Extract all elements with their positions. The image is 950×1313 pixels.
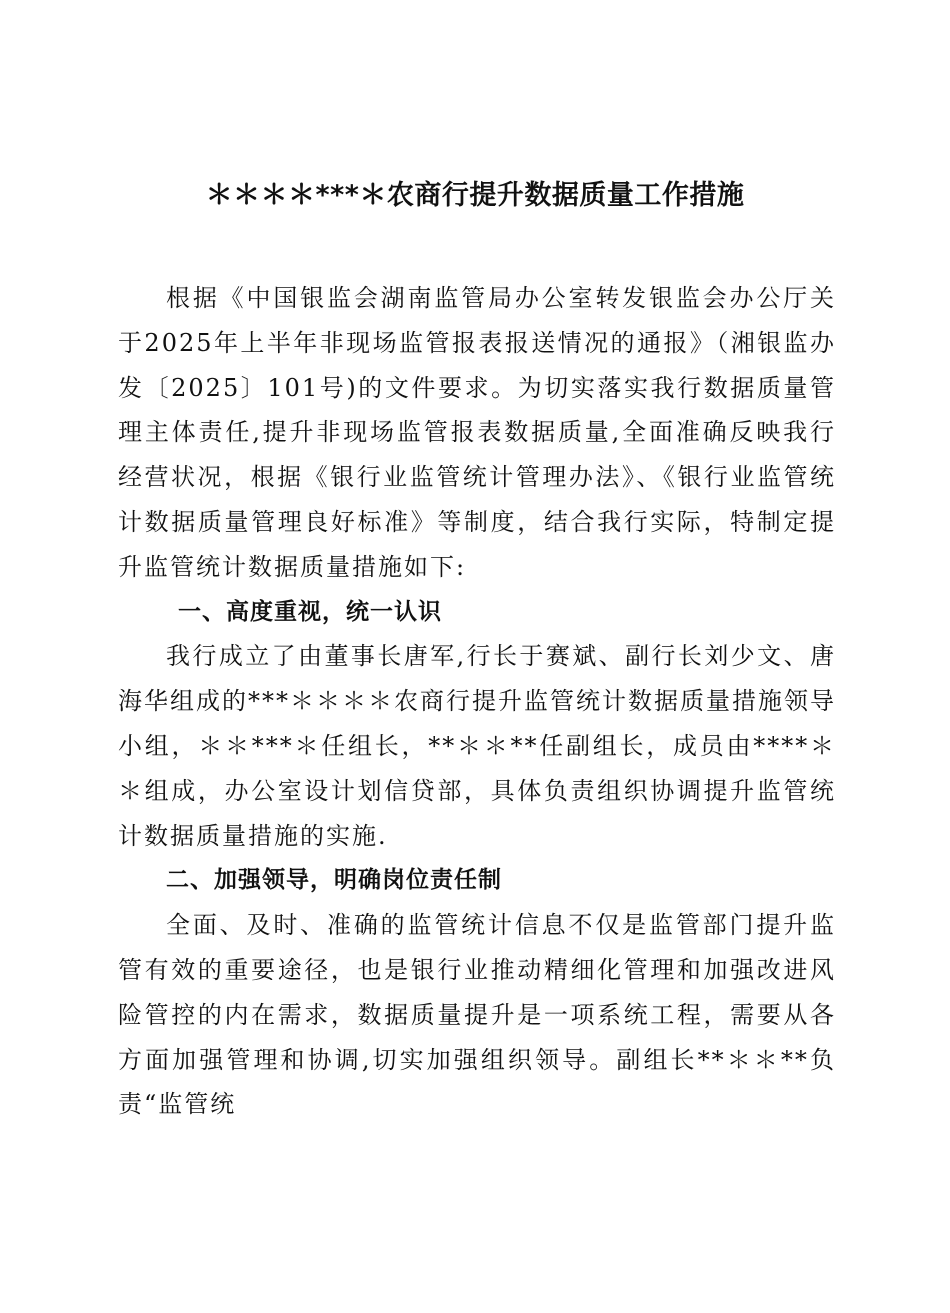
paragraph-intro: 根据《中国银监会湖南监管局办公室转发银监会办公厅关于2025年上半年非现场监管报表报送情况的通报》（湘银监办发〔2025〕101号)的文件要求。为切实落实我行数据质量管理主体责任,提升非现场监管报表数据质量,全面准确反映我行经营状况，根据《银行业监管统计管理办法》、《银行业监管统计数据质量管理良好标准》等制度，结合我行实际，特制定提升监管统计数据质量措施如下: [118, 284, 836, 581]
document-body [118, 276, 836, 1127]
section-heading-1: 一、高度重视，统一认识 [178, 598, 442, 625]
paragraph-section-1: 我行成立了由董事长唐军,行长于赛斌、副行长刘少文、唐海华组成的***＊＊＊＊农商行提升监管统计数据质量措施领导小组，＊＊***＊任组长，**＊＊**任副组长，成员由****＊＊组成，办公室设计划信贷部，具体负责组织协调提升监管统计数据质量措施的实施. [118, 642, 836, 850]
section-heading-2: 二、加强领导，明确岗位责任制 [166, 867, 502, 894]
paragraph-section-2: 全面、及时、准确的监管统计信息不仅是监管部门提升监管有效的重要途径，也是银行业推动精细化管理和加强改进风险管控的内在需求，数据质量提升是一项系统工程，需要从各方面加强管理和协调,切实加强组织领导。副组长**＊＊**负责“监管统 [118, 911, 836, 1119]
document-title: ＊＊＊＊***＊农商行提升数据质量工作措施 [205, 180, 745, 211]
